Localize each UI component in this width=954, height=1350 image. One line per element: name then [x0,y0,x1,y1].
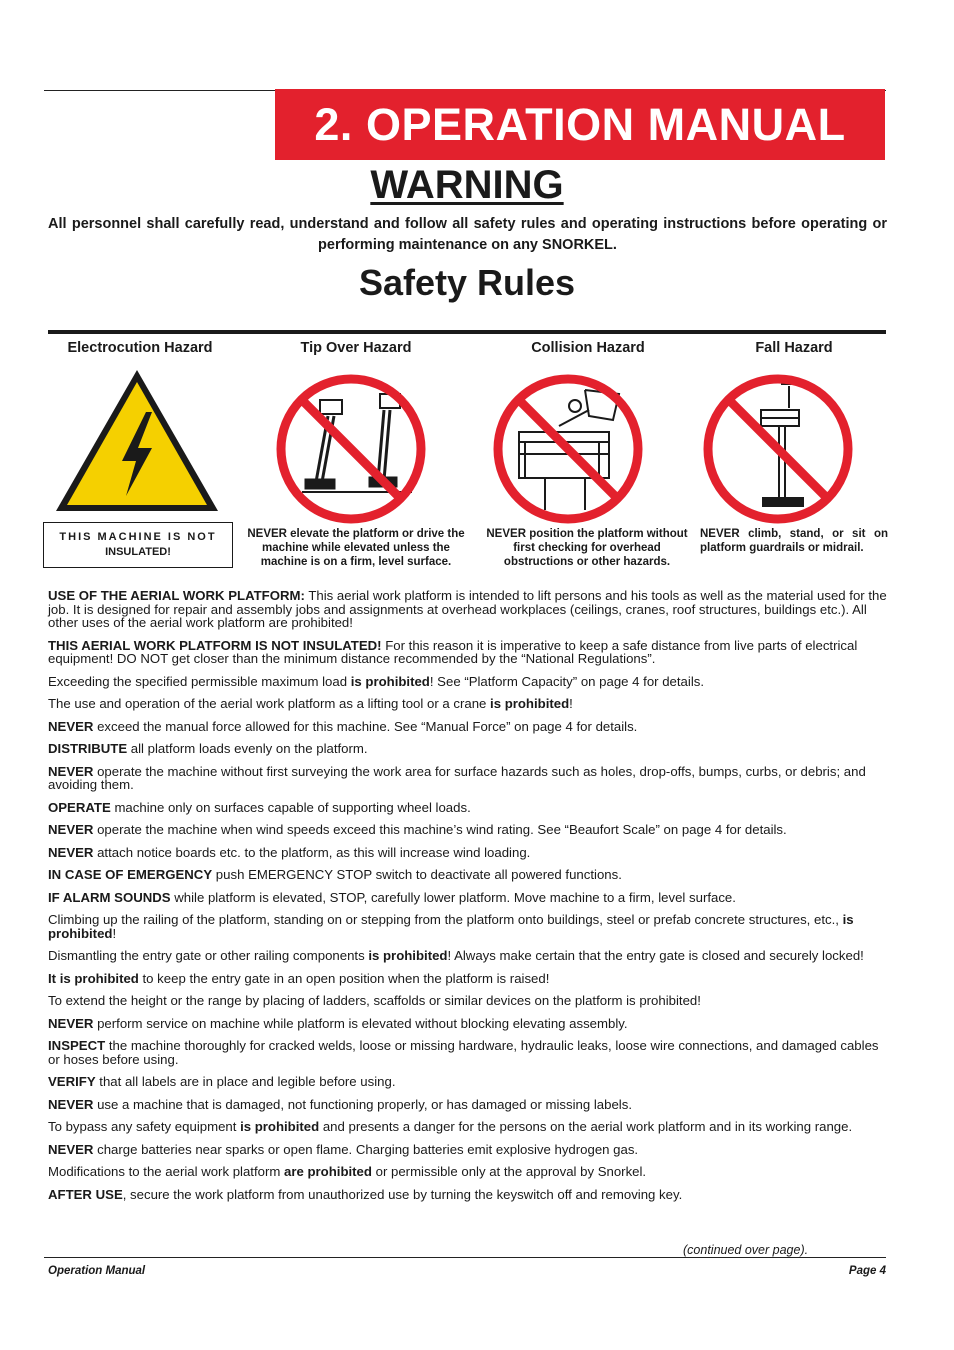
rule-item: NEVER attach notice boards etc. to the platform, as this will increase wind loading. [48,844,531,860]
not-insulated-notice [43,522,233,568]
collision-prohibited-icon [489,370,647,528]
rule-item: Modifications to the aerial work platform are prohibited or permissible only at the approval by Snorkel. [48,1164,647,1179]
rule-item: NEVER charge batteries near sparks or open flame. Charging batteries emit explosive hydrogen gas. [48,1141,639,1157]
rule-item: INSPECT the machine thoroughly for cracked welds, loose or missing hardware, hydraulic leaks, loose wire connections, and damaged cables or hoses before using. [48,1038,879,1067]
rule-item: NEVER operate the machine without first surveying the work area for surface hazards such as holes, drop-offs, bumps, curbs, or debris; and avoiding them. [48,763,866,792]
high-voltage-warning-icon [52,366,222,516]
rule-item: It is prohibited to keep the entry gate in an open position when the platform is raised! [48,970,550,986]
rule-item: AFTER USE, secure the work platform from unauthorized use by turning the keyswitch off and removing key. [48,1186,683,1202]
rule-item: IF ALARM SOUNDS while platform is elevated, STOP, carefully lower platform. Move machine to a firm, level surface. [48,889,736,905]
footer-rule [44,1257,886,1258]
notice-line-1: THIS MACHINE IS NOT [59,531,217,543]
caption-fall: NEVER climb, stand, or sit on platform guardrails or midrail. [700,528,888,554]
footer-manual-title: Operation Manual [48,1265,146,1277]
rule-item: THIS AERIAL WORK PLATFORM IS NOT INSULATED! For this reason it is imperative to keep a safe distance from live parts of electrical equipment! DO NOT get closer than the minimum distance recommended by the “National Regulations”. [48,637,858,666]
notice-line-2: INSULATED! [105,546,171,558]
section-rule [48,330,886,334]
continued-note: (continued over page). [683,1243,809,1257]
page-number: Page 4 [848,1265,886,1277]
hazard-title-electrocution: Electrocution Hazard [67,340,213,356]
rule-item: NEVER perform service on machine while platform is elevated without blocking elevating assembly. [48,1015,628,1031]
rule-item: To extend the height or the range by placing of ladders, scaffolds or similar devices on the platform is prohibited! [48,993,701,1008]
rule-item: VERIFY that all labels are in place and legible before using. [48,1074,396,1089]
rule-item: The use and operation of the aerial work platform as a lifting tool or a crane is prohibited! [48,696,573,711]
rule-item: Exceeding the specified permissible maximum load is prohibited! See “Platform Capacity” on page 4 for details. [48,673,705,689]
hazard-title-collision: Collision Hazard [531,340,645,356]
caption-collision: NEVER position the platform without first checking for overhead obstructions or other hazards. [486,528,688,568]
rule-item: Dismantling the entry gate or other railing components is prohibited! Always make certain that the entry gate is closed and securely locked! [48,948,864,963]
rule-item: IN CASE OF EMERGENCY push EMERGENCY STOP switch to deactivate all powered functions. [48,867,622,882]
safety-rules-list [48,589,888,1210]
warning-intro: All personnel shall carefully read, understand and follow all safety rules and operating instructions before operating or performing maintenance on any SNORKEL. [48,216,887,253]
rule-item: Climbing up the railing of the platform, standing on or stepping from the platform onto buildings, steel or prefab concrete structures, etc., is prohibited! [48,912,854,941]
rule-item: NEVER exceed the manual force allowed for this machine. See “Manual Force” on page 4 for details. [48,718,638,734]
hazard-title-fall: Fall Hazard [755,340,833,356]
caption-tip-over: NEVER elevate the platform or drive the machine while elevated unless the machine is on a firm, level surface. [247,528,465,568]
rule-item: NEVER operate the machine when wind speeds exceed this machine’s wind rating. See “Beaufort Scale” on page 4 for details. [48,822,787,837]
safety-rules-heading: Safety Rules [358,262,576,303]
rule-item: NEVER use a machine that is damaged, not functioning properly, or has damaged or missing labels. [48,1096,632,1112]
rule-item: OPERATE machine only on surfaces capable of supporting wheel loads. [48,799,471,815]
rule-item: To bypass any safety equipment is prohibited and presents a danger for the persons on the aerial work platform and in its working range. [48,1119,853,1134]
rule-item: USE OF THE AERIAL WORK PLATFORM: This aerial work platform is intended to lift persons and his tools as well as the material used for the job. It is designed for repair and assembly jobs and assignments at overhead workplaces (ceilings, cranes, roof structures, buildings etc.). All other uses of the aerial work platform are prohibited! [48,588,887,630]
rule-item: DISTRIBUTE all platform loads evenly on the platform. [48,741,368,756]
fall-prohibited-icon [699,370,857,528]
tip-over-prohibited-icon [272,370,430,528]
page-title: 2. OPERATION MANUAL [275,89,885,160]
warning-heading: WARNING [370,163,564,207]
hazard-title-tip-over: Tip Over Hazard [300,340,412,356]
